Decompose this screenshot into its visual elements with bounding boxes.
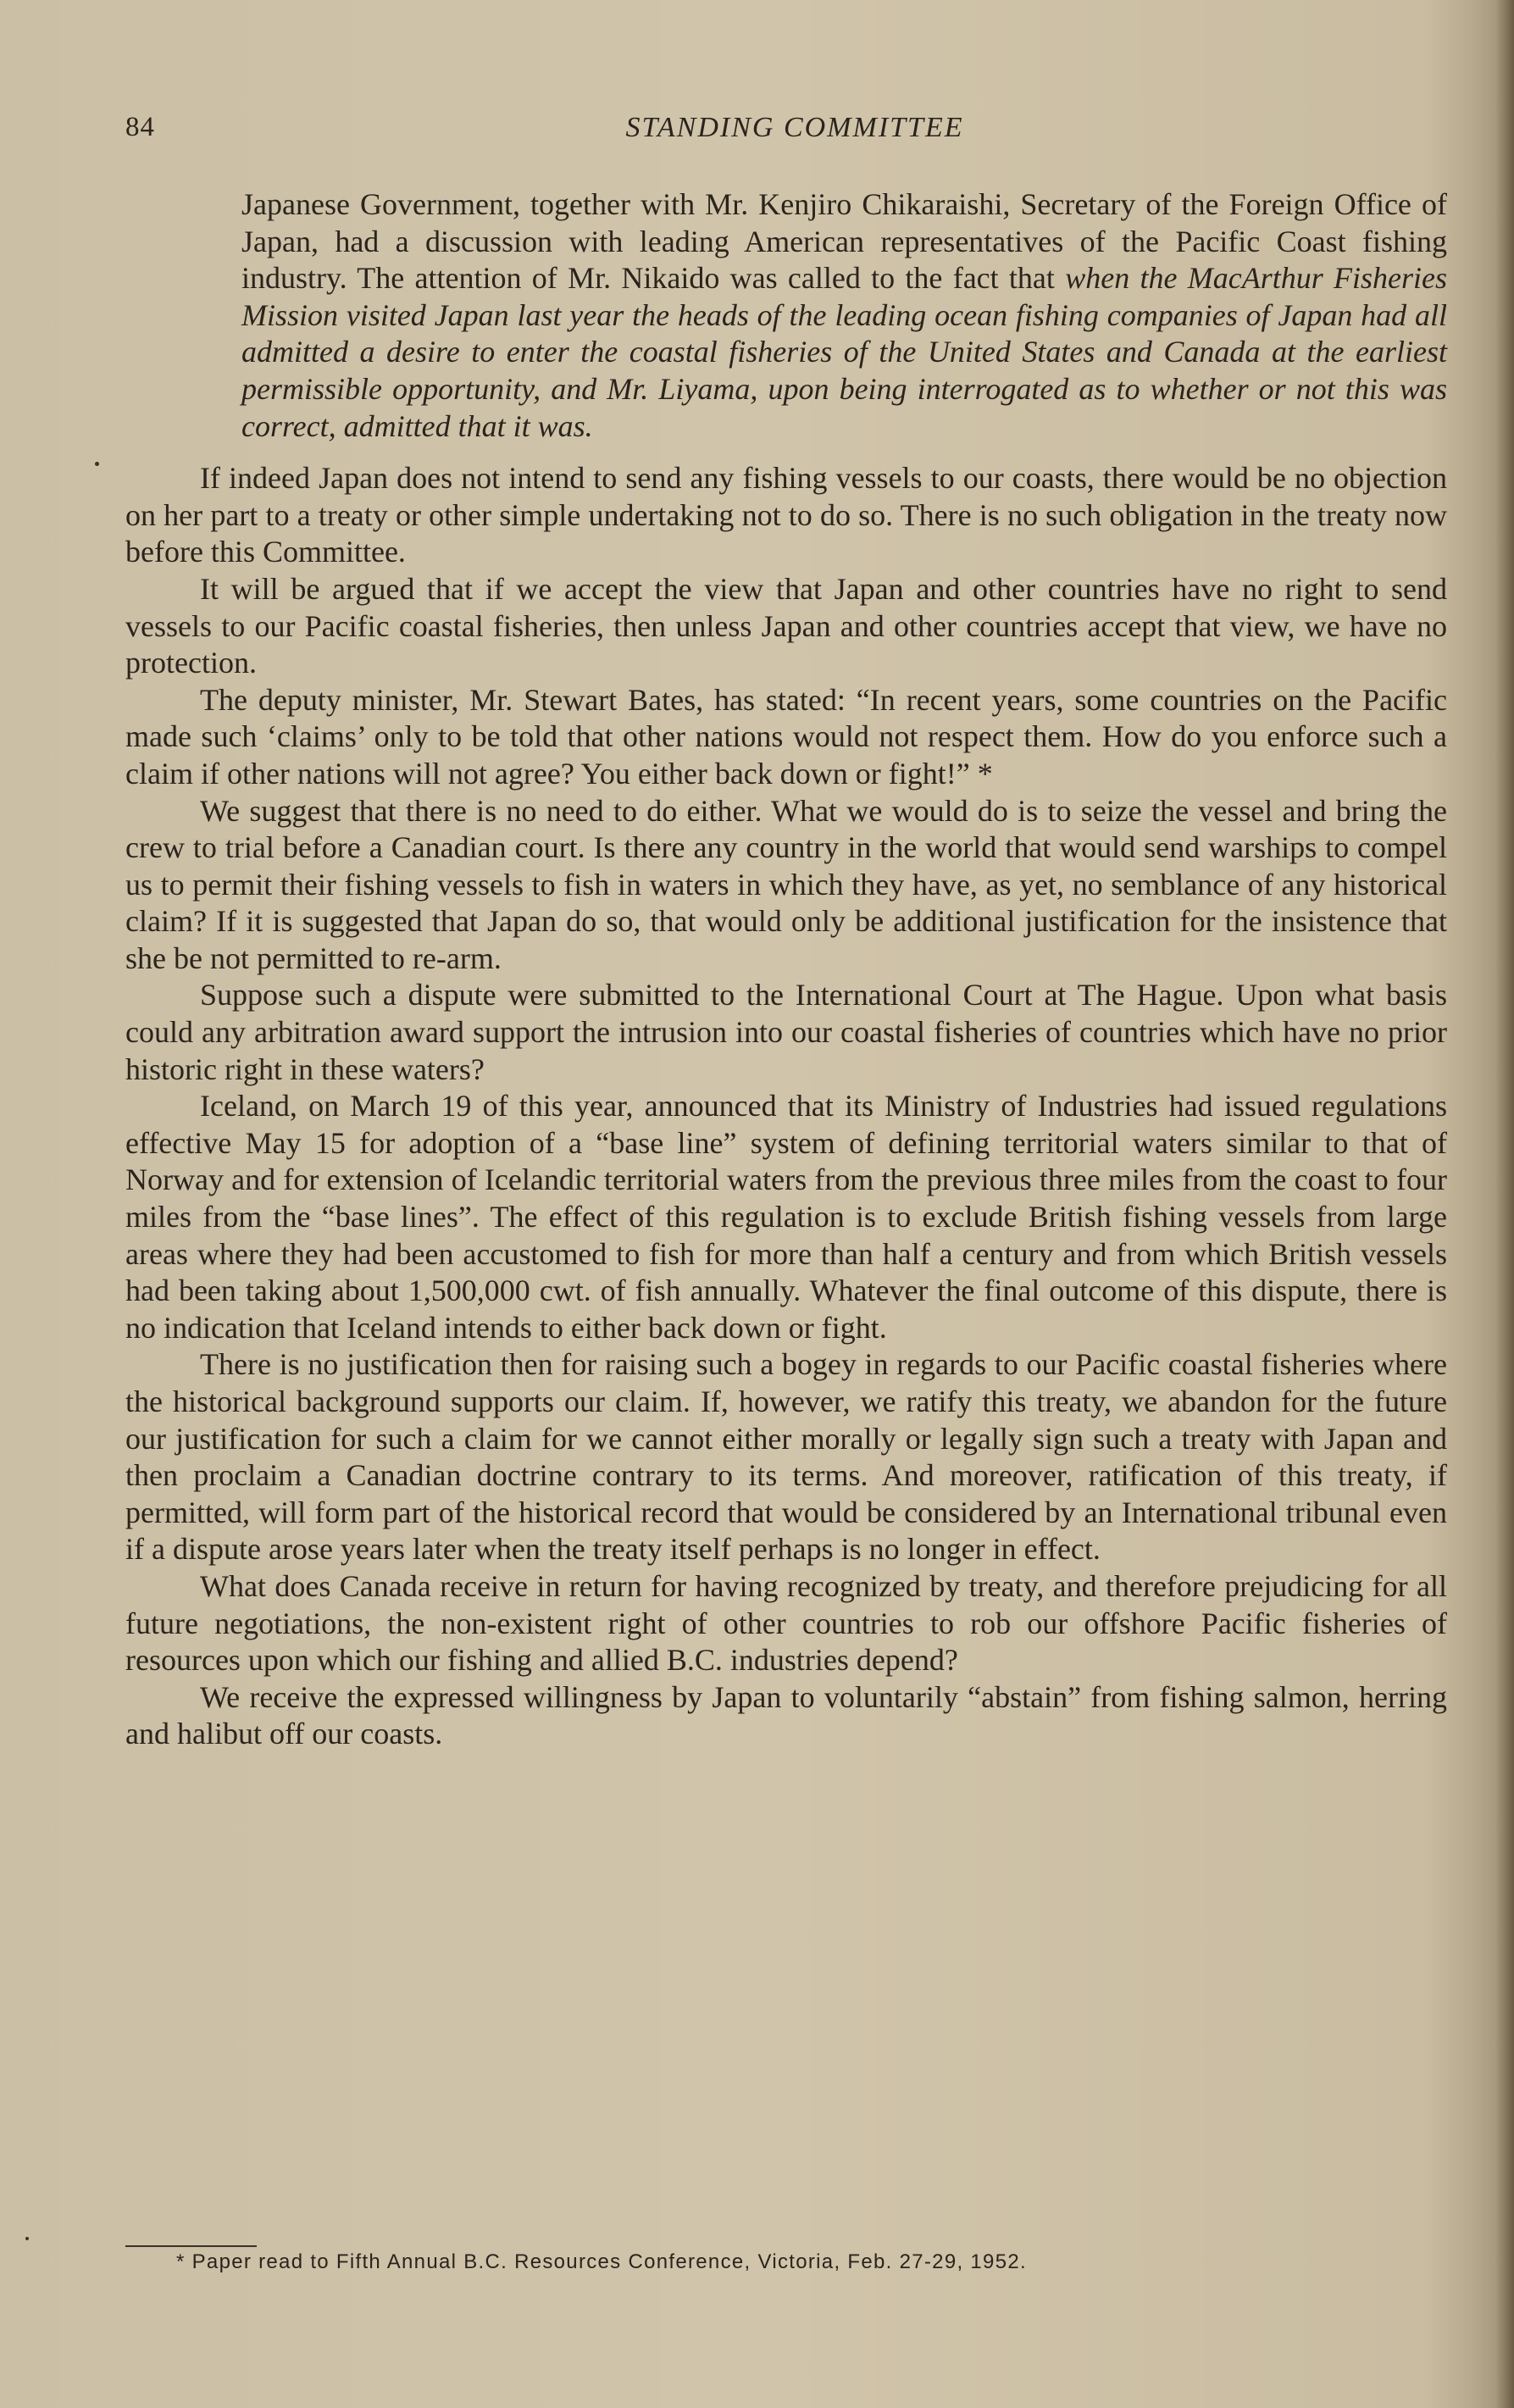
paragraph: The deputy minister, Mr. Stewart Bates, has stated: “In recent years, some countries on the Pacific made such ‘claims’ only to be told that other nations would not respect them. How do you enforce such a claim if other nations will not agree? You either back down or fight!” * bbox=[125, 682, 1447, 791]
paragraph: There is no justification then for raising such a bogey in regards to our Pacific coastal fisheries where the historical background supports our claim. If, however, we ratify this treaty, we abandon for the future our justification for such a claim for we cannot either morally or legally sign such a treaty with Japan and then proclaim a Canadian doctrine contrary to its terms. And moreover, ratification of this treaty, if permitted, will form part of the historical record that would be considered by an International tribunal even if a dispute arose years later when the treaty itself perhaps is no longer in effect. bbox=[125, 1347, 1447, 1567]
paper-speck bbox=[95, 462, 99, 466]
paragraph: Iceland, on March 19 of this year, announced that its Ministry of Industries had issued regulations effective May 15 for adoption of a “base line” system of defining territorial waters similar to that of Norway and for extension of Icelandic territorial waters from the previous three miles from the coast to four miles from the “base lines”. The effect of this regulation is to exclude British fishing vessels from large areas where they had been accustomed to fish for more than half a century and from which British vessels had been taking about 1,500,000 cwt. of fish annually. Whatever the final outcome of this dispute, there is no indication that Iceland intends to either back down or fight. bbox=[125, 1089, 1447, 1345]
quote-text: Japanese Government, together with Mr. Kenjiro Chikaraishi, Secretary of the Foreign Office of Japan, had a discussion with leading American representatives of the Pacific Coast fishing industry. The attention of Mr. Nikaido was called to the fact that bbox=[241, 187, 1447, 296]
paragraph: We suggest that there is no need to do either. What we would do is to seize the vessel and bring the crew to trial before a Canadian court. Is there any country in the world that would send warships to compel us to permit their fishing vessels to fish in waters in which they have, as yet, no semblance of any historical claim? If it is suggested that Japan do so, that would only be additional justification for the insistence that she be not permitted to re-arm. bbox=[125, 793, 1447, 975]
footnote-rule bbox=[125, 2245, 257, 2247]
quote-italic-text: when the MacArthur Fisheries Mission visited Japan last year the heads of the leading ocean fishing companies of Japan had all admitted a desire to enter the coastal fisheries of the United States and Canada at the earliest permissible opportunity, and Mr. Liyama, upon being interrogated as to whether or not this was correct, admitted that it was. bbox=[241, 261, 1447, 443]
footnote: * Paper read to Fifth Annual B.C. Resources Conference, Victoria, Feb. 27-29, 1952. bbox=[176, 2250, 1027, 2273]
paragraph: What does Canada receive in return for having recognized by treaty, and therefore prejudicing for all future negotiations, the non-existent right of other countries to rob our offshore Pacific fisheries of resources upon which our fishing and allied B.C. industries depend? bbox=[125, 1568, 1447, 1678]
block-quote bbox=[241, 186, 1447, 445]
page-binding-shadow bbox=[1495, 0, 1514, 2408]
page-header bbox=[125, 112, 1447, 154]
paragraph: It will be argued that if we accept the view that Japan and other countries have no right to send vessels to our Pacific coastal fisheries, then unless Japan and other countries accept that view, we have no protection. bbox=[125, 571, 1447, 680]
paragraph: Suppose such a dispute were submitted to the International Court at The Hague. Upon what basis could any arbitration award support the intrusion into our coastal fisheries of countries which have no prior historic right in these waters? bbox=[125, 978, 1447, 1086]
running-head: STANDING COMMITTEE bbox=[625, 112, 964, 143]
paper-speck bbox=[25, 2237, 29, 2240]
paragraph: If indeed Japan does not intend to send any fishing vessels to our coasts, there would be no objection on her part to a treaty or other simple undertaking not to do so. There is no such obligation in the treaty now before this Committee. bbox=[125, 461, 1447, 569]
paragraph: We receive the expressed willingness by Japan to voluntarily “abstain” from fishing salmon, herring and halibut off our coasts. bbox=[125, 1679, 1447, 1751]
body-text bbox=[125, 186, 1447, 1753]
page-number: 84 bbox=[125, 112, 155, 142]
